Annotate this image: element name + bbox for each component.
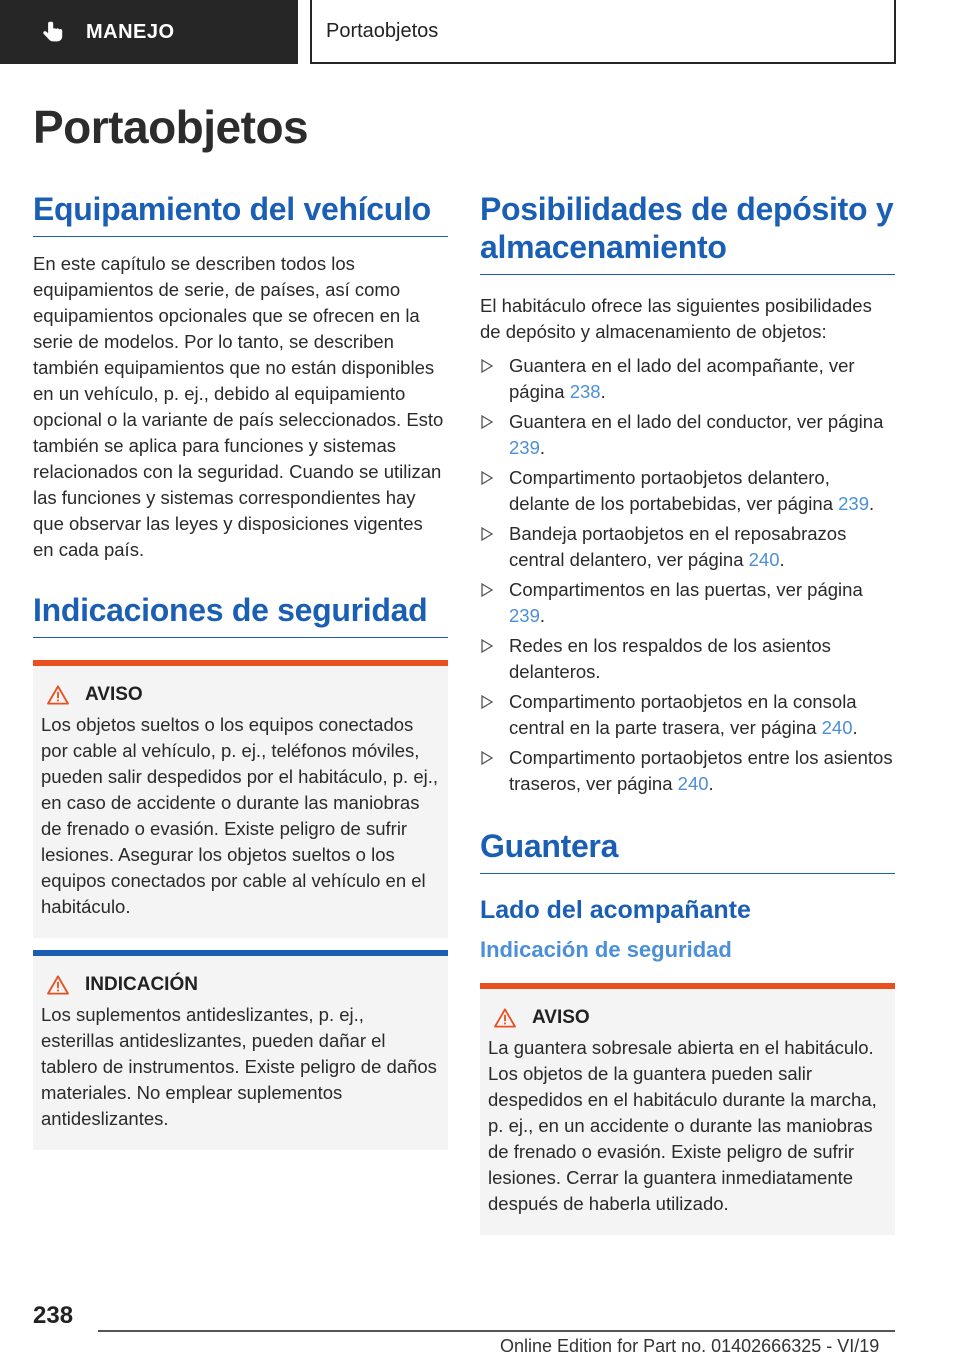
warning-title: AVISO [85, 684, 143, 705]
list-item: Redes en los respaldos de los asientos delanteros. [480, 633, 895, 685]
page-reference-link[interactable]: 240 [748, 549, 780, 570]
warning-notice [33, 660, 448, 938]
list-item: Guantera en el lado del acompañante, ver página 238. [480, 353, 895, 405]
triangle-bullet-icon [480, 471, 494, 485]
info-header [41, 974, 440, 996]
list-item: Guantera en el lado del conductor, ver página 239. [480, 409, 895, 461]
page-reference-link[interactable]: 239 [838, 493, 869, 514]
triangle-bullet-icon [480, 415, 494, 429]
warning-title: AVISO [532, 1007, 590, 1028]
warning-triangle-icon [494, 1008, 516, 1028]
info-triangle-icon [47, 975, 69, 995]
footer-divider [98, 1330, 895, 1332]
warning-text: Los objetos sueltos o los equipos conectados por cable al vehículo, p. ej., teléfonos móviles, pueden salir despedidos por el habitáculo, p. ej., en caso de accidente o durante las maniobras de frenado o evasión. Existe peligro de sufrir lesiones. Asegurar los objetos sueltos o los equipos conectados por cable al vehículo en el habitáculo. [41, 714, 438, 917]
heading-seguridad: Indicaciones de seguridad [33, 591, 448, 638]
list-item: Bandeja portaobjetos en el reposabrazos central delantero, ver página 240. [480, 521, 895, 573]
list-item: Compartimento portaobjetos en la consola central en la parte trasera, ver página 240. [480, 689, 895, 741]
info-title: INDICACIÓN [85, 974, 198, 995]
page-reference-link[interactable]: 239 [509, 437, 540, 458]
page-number: 238 [33, 1302, 74, 1329]
triangle-bullet-icon [480, 359, 494, 373]
warning-header [41, 684, 440, 706]
edition-text: Online Edition for Part no. 01402666325 - VI/19 [500, 1336, 880, 1356]
list-item: Compartimento portaobjetos delantero, delante de los portabebidas, ver página 239. [480, 465, 895, 517]
hand-pointer-icon [40, 19, 66, 45]
info-notice [33, 950, 448, 1150]
storage-list [480, 353, 895, 797]
topic-header: Portaobjetos [310, 0, 896, 64]
triangle-bullet-icon [480, 639, 494, 653]
triangle-bullet-icon [480, 583, 494, 597]
triangle-bullet-icon [480, 695, 494, 709]
heading-equipamiento: Equipamiento del vehículo [33, 190, 448, 237]
paragraph-intro: El habitáculo ofrece las siguientes posibilidades de depósito y almacenamiento de objetos: [480, 295, 872, 342]
page-title: Portaobjetos [33, 101, 309, 153]
triangle-bullet-icon [480, 527, 494, 541]
page-reference-link[interactable]: 238 [569, 381, 601, 402]
warning-text: La guantera sobresale abierta en el habitáculo. Los objetos de la guantera pueden salir despedidos en el habitáculo durante la marcha, p. ej., en un accidente o durante las maniobras de frenado o evasión. Existe peligro de sufrir lesiones. Cerrar la guantera inmediatamente después de haberla utilizado. [488, 1037, 877, 1214]
heading-indicacion-seguridad: Indicación de seguridad [480, 937, 732, 962]
triangle-bullet-icon [480, 751, 494, 765]
heading-guantera: Guantera [480, 827, 895, 874]
section-label: MANEJO [86, 20, 175, 43]
list-item: Compartimentos en las puertas, ver página 239. [480, 577, 895, 629]
warning-triangle-icon [47, 685, 69, 705]
heading-posibilidades: Posibilidades de depósito y almacenamiento [480, 190, 895, 275]
page-reference-link[interactable]: 239 [509, 605, 540, 626]
list-item: Compartimento portaobjetos entre los asientos traseros, ver página 240. [480, 745, 895, 797]
warning-header [488, 1007, 887, 1029]
left-column [33, 190, 448, 1150]
info-text: Los suplementos antideslizantes, p. ej., esterillas antideslizantes, pueden dañar el tablero de instrumentos. Existe peligro de daños materiales. No emplear suplementos antideslizantes. [41, 1004, 437, 1129]
heading-lado-acompanante: Lado del acompañante [480, 896, 751, 924]
right-column [480, 190, 895, 1235]
page-reference-link[interactable]: 240 [821, 717, 853, 738]
paragraph-equipamiento: En este capítulo se describen todos los equipamientos de serie, de países, así como equipamientos opcionales que se ofrecen en la serie de modelos. Por lo tanto, se describen también equipamientos que no están disponibles en un vehículo, p. ej., debido al equipamiento opcional o la variante de país seleccionados. Esto también se aplica para funciones y sistemas relacionados con la seguridad. Cuando se utilizan las funciones y sistemas correspondientes hay que observar las leyes y disposiciones vigentes en cada país. [33, 253, 444, 560]
guantera-warning-notice [480, 983, 895, 1235]
page-reference-link[interactable]: 240 [677, 773, 709, 794]
section-tab [0, 0, 298, 64]
